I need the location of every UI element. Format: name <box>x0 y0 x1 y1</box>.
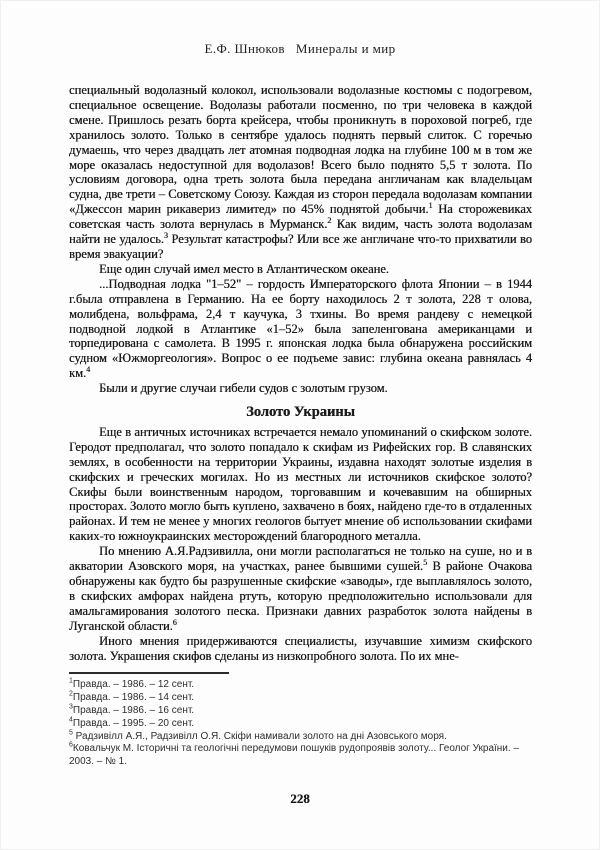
footnote-number: 1 <box>69 678 73 686</box>
footnote-ref: 5 <box>423 557 428 567</box>
paragraph: Были и другие случаи гибели судов с золотым грузом. <box>99 381 388 396</box>
footnote: $^1$Правда. – 1986. – 12 сент. <box>69 678 195 691</box>
paragraph: ...Подводная лодка "1–52" – гордость Императорского флота Японии – в 1944 г.была отправлена в Германию. На ее борту находилось 2 т золота, 228 т олова, молибдена, вольфрама, 2,4 т каучука, 3 тхины. Во время рандеву с немецкой подводной лодкой в Атлантике «1–52» была запеленгована американцами и торпедирована с самолета. В 1995 г. японская лодка была обнаружена российским судном «Южморгеология». Вопрос о ее подъеме завис: глубина океана равнялась 4 км.$^4$ <box>69 276 532 381</box>
paragraph: специальный водолазный колокол, использовали водолазные костюмы с подогревом, специальное освещение. Водолазы работали посменно, по три человека в каждой смене. Пришлось резать борта крейсера, чтобы проникнуть в пороховой погреб, где хранилось золото. Только в сентябре удалось поднять первый слиток. С горечью думаешь, что через двадцать лет атомная подводная лодка на глубине 100 м в том же море оказалась недоступной для водолазов! Всего было поднято 5,5 т золота. По условиям договора, одна треть золота была передана англичанам как владельцам судна, две трети – Советскому Союзу. Каждая из сторон передала водолазам компании «Джессон марин рикавериз лимитед» по 45% поднятой добычи.$^1$ На сторожевиках советская часть золота вернулась в Мурманск.$^2$ Как видим, часть золота водолазам найти не удалось.$^3$ Результат катастрофы? Или все же англичане что-то прихватили во время эвакуации? <box>69 83 532 261</box>
content-blocks <box>69 83 532 663</box>
footnote-number: 2 <box>69 690 73 698</box>
footnote: $^6$Ковальчук М. Історичні та геологічні передумови пошуків рудопроявів золоту... Геолог України. – 2003. – № 1. <box>69 742 520 768</box>
footnote: $^2$Правда. – 1986. – 14 сент. <box>69 690 195 704</box>
footnote-number: 5 <box>69 729 73 737</box>
footnote-number: 3 <box>69 703 73 711</box>
footnotes-list <box>69 679 532 769</box>
paragraph: Еще в античных источниках встречается немало упоминаний о скифском золоте. Геродот предполагал, что золото попадало к скифам из Рифейских гор. В славянских землях, в особенности на территории Украины, издавна находят золотые изделия в скифских и греческих могилах. Но из местных ли источников скифское золото? Скифы были воинственным народом, торговавшим и кочевавшим на обширных просторах. Золото могло быть куплено, захвачено в боях, найдено где-то в отдаленных районах. И тем не менее у многих геологов бытует мнение об использовании скифами каких-то южноукраинских месторождений благородного металла. <box>69 424 532 544</box>
section-heading: Золото Украины <box>246 404 355 421</box>
footnote: $^4$Правда. – 1995. – 20 сент. <box>69 716 195 729</box>
footnote-number: 4 <box>69 716 73 724</box>
running-header: Е.Ф. Шнюков Минералы и мир <box>204 41 396 56</box>
footnote: $^3$Правда. – 1986. – 16 сент. <box>69 703 195 717</box>
footnote-ref: 6 <box>172 617 177 627</box>
footnote-ref: 4 <box>86 365 91 375</box>
paragraph: По мнению А.Я.Радзивилла, они могли располагаться не только на суше, но и в акватории Азовского моря, на участках, ранее бывшими сушей.$^5$ В районе Очакова обнаружены как будто бы разрушенные скифские «заводы», где выплавлялось золото, в скифских амфорах найдена ртуть, которую предположительно использовали для амальгамирования золотого песка. Признаки давних разработок золота найдены в Луганской области.$^6$ <box>69 544 532 633</box>
footnote-ref: 1 <box>428 201 433 211</box>
footnote-ref: 3 <box>163 230 168 240</box>
paragraph: Иного мнения придерживаются специалисты, изучавшие химизм скифского золота. Украшения скифов сделаны из низкопробного золота. По их мне- <box>69 633 532 663</box>
page-number: 228 <box>290 791 310 806</box>
footnote-number: 6 <box>69 742 73 750</box>
paragraph: Еще один случай имел место в Атлантическом океане. <box>99 261 389 276</box>
footnote-divider <box>69 672 229 674</box>
footnote: $^5$ Радзивілл А.Я., Радзивілл О.Я. Скіфи намивали золото на дні Азовського моря. <box>69 729 447 742</box>
footnote-ref: 2 <box>327 216 332 225</box>
